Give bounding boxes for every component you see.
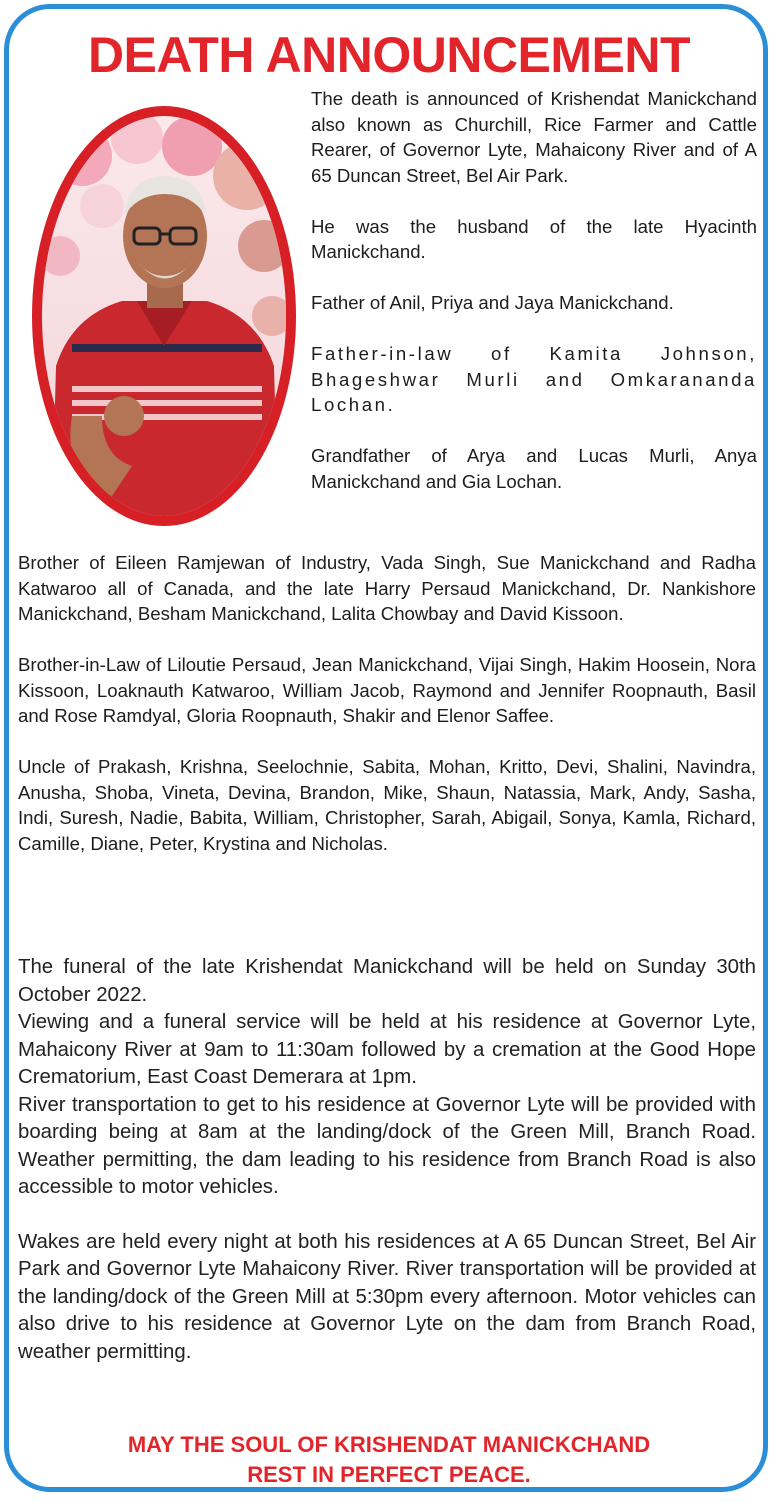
portrait-image bbox=[42, 116, 286, 516]
uncle-paragraph: Uncle of Prakash, Krishna, Seelochnie, Sabita, Mohan, Kritto, Devi, Shalini, Navindra, Anusha, Shoba, Vineta, Devina, Brandon, Mike, Shaun, Natassia, Mark, Andy, Sasha, Indi, Suresh, Nadie, Babita, William, Christopher, Sarah, Abigail, Sonya, Kamla, Richard, Camille, Diane, Peter, Krystina and Nicholas. bbox=[18, 756, 756, 854]
intro-column bbox=[311, 86, 757, 520]
grandfather-paragraph: Grandfather of Arya and Lucas Murli, Anya Manickchand and Gia Lochan. bbox=[311, 445, 757, 492]
family-section bbox=[18, 550, 756, 856]
wakes-paragraph: Wakes are held every night at both his residences at A 65 Duncan Street, Bel Air Park and Governor Lyte Mahaicony River. River transportation will be provided at the landing/dock of the Green Mill at 5:30pm every afternoon. Motor vehicles can also drive to his residence at Governor Lyte on the dam from Branch Road, weather permitting. bbox=[18, 1230, 756, 1363]
closing-line-1: MAY THE SOUL OF KRISHENDAT MANICKCHAND bbox=[127, 1432, 651, 1457]
intro-paragraph: The death is announced of Krishendat Manickchand also known as Churchill, Rice Farmer and Cattle Rearer, of Governor Lyte, Mahaicony River and of A 65 Duncan Street, Bel Air Park. bbox=[311, 88, 757, 186]
closing-line-2: REST IN PERFECT PEACE. bbox=[247, 1462, 531, 1487]
funeral-date-paragraph: The funeral of the late Krishendat Manickchand will be held on Sunday 30th October 2022. bbox=[18, 956, 756, 1006]
portrait-photo bbox=[32, 106, 296, 526]
funeral-section bbox=[18, 954, 756, 1366]
river-transport-paragraph: River transportation to get to his residence at Governor Lyte will be provided with boarding being at 8am at the landing/dock of the Green Mill, Branch Road. Weather permitting, the dam leading to his residence from Branch Road is also accessible to motor vehicles. bbox=[18, 1093, 756, 1198]
father-in-law-paragraph: Father-in-law of Kamita Johnson, Bhageshwar Murli and Omkarananda Lochan. bbox=[311, 343, 757, 415]
father-paragraph: Father of Anil, Priya and Jaya Manickchand. bbox=[311, 292, 674, 313]
funeral-service-paragraph: Viewing and a funeral service will be held at his residence at Governor Lyte, Mahaicony River at 9am to 11:30am followed by a cremation at the Good Hope Crematorium, East Coast Demerara at 1pm. bbox=[18, 1011, 756, 1088]
husband-paragraph: He was the husband of the late Hyacinth Manickchand. bbox=[311, 215, 757, 262]
portrait-illustration bbox=[42, 116, 286, 516]
brother-in-law-paragraph: Brother-in-Law of Liloutie Persaud, Jean Manickchand, Vijai Singh, Hakim Hoosein, Nora Kissoon, Loaknauth Katwaroo, William Jacob, Raymond and Jennifer Roopnauth, Basil and Rose Ramdyal, Gloria Roopnauth, Shakir and Elenor Saffee. bbox=[18, 654, 756, 726]
brother-paragraph: Brother of Eileen Ramjewan of Industry, Vada Singh, Sue Manickchand and Radha Katwaroo all of Canada, and the late Harry Persaud Manickchand, Dr. Nankishore Manickchand, Besham Manickchand, Lalita Chowbay and David Kissoon. bbox=[18, 552, 756, 624]
page-title: DEATH ANNOUNCEMENT bbox=[87, 27, 691, 83]
